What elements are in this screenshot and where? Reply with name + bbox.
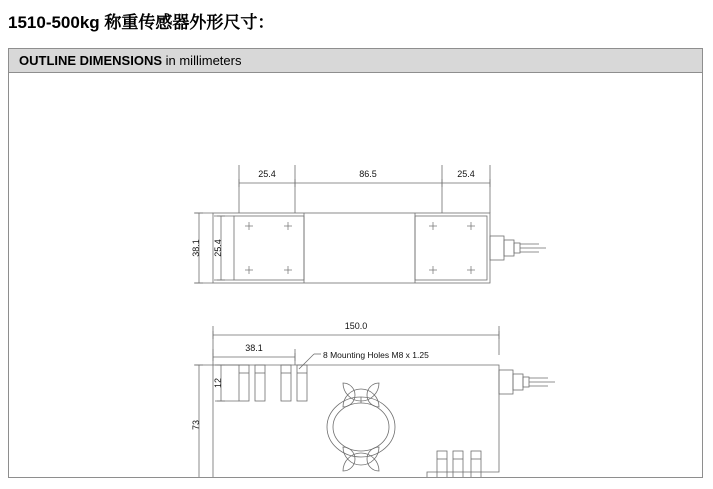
outline-dimensions-svg: [9, 73, 702, 477]
drawing-area: [9, 73, 702, 477]
dim-label-top-vertical-25-4: 25.4: [213, 239, 223, 257]
panel-header: [9, 49, 702, 73]
dim-label-top-left-25-4: 25.4: [258, 169, 276, 179]
dim-label-top-38-1: 38.1: [191, 239, 201, 257]
dim-label-bottom-73: 73: [191, 419, 201, 431]
dim-label-bottom-12: 12: [213, 377, 223, 389]
dim-label-top-86-5: 86.5: [359, 169, 377, 179]
dim-label-top-right-25-4: 25.4: [457, 169, 475, 179]
annotation-mounting-holes: 8 Mounting Holes M8 x 1.25: [323, 350, 429, 360]
dim-label-bottom-38-1-top: 38.1: [245, 343, 263, 353]
panel-header-units: in millimeters: [162, 53, 242, 68]
page-title: 1510-500kg 称重传感器外形尺寸：: [8, 13, 275, 32]
outline-dimensions-panel: [8, 48, 703, 478]
dim-label-bottom-150-0: 150.0: [344, 321, 368, 331]
panel-header-title: OUTLINE DIMENSIONS: [19, 53, 163, 68]
panel-header-text: [9, 53, 241, 68]
